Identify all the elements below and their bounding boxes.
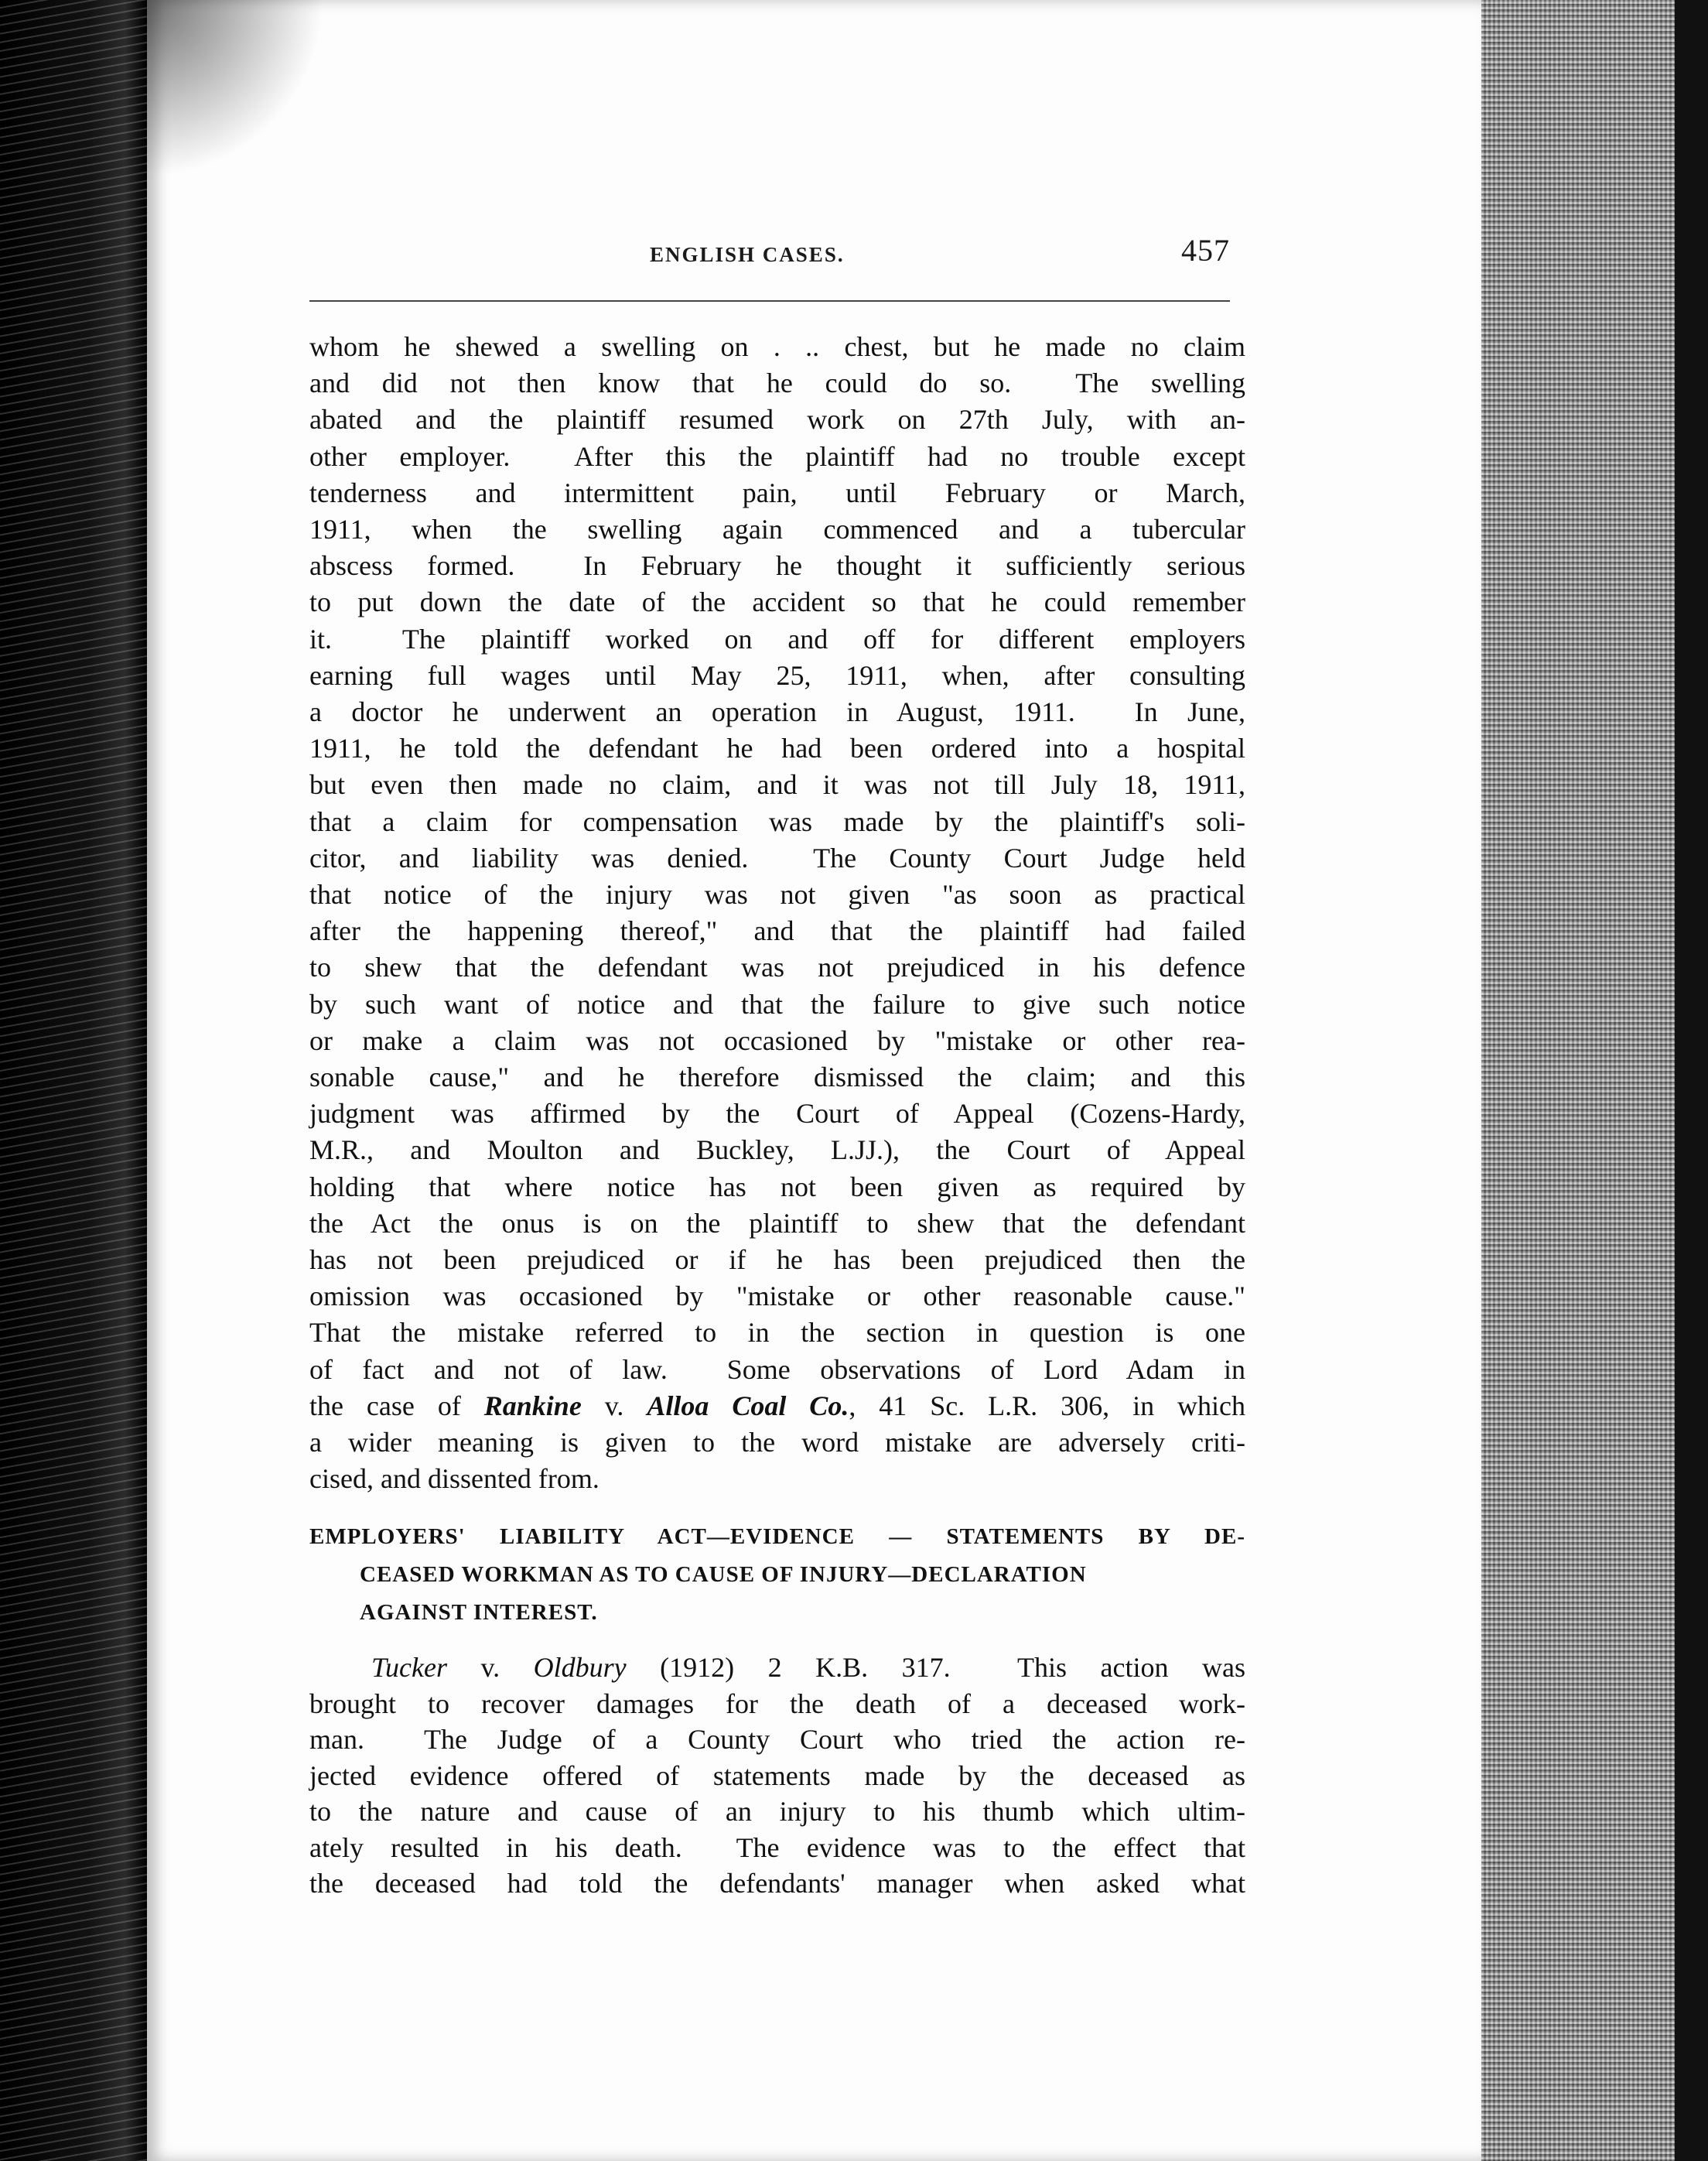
text-fragment: (1912) 2 K.B. 317. This action was xyxy=(626,1652,1245,1683)
running-title: ENGLISH CASES. xyxy=(650,243,845,266)
text-line: abscess formed. In February he thought it sufficiently serious xyxy=(309,550,1245,582)
heading-line: EMPLOYERS' LIABILITY ACT—EVIDENCE — STATEMENTS BY DE- xyxy=(309,1524,1245,1549)
text-line: ately resulted in his death. The evidence was to the effect that xyxy=(309,1831,1245,1863)
case-name: Oldbury xyxy=(533,1652,627,1683)
text-line: That the mistake referred to in the section in question is one xyxy=(309,1317,1245,1349)
text-line: by such want of notice and that the failure to give such notice xyxy=(309,988,1245,1020)
text-line: after the happening thereof," and that the plaintiff had failed xyxy=(309,915,1245,947)
case-name: Rankine xyxy=(483,1390,582,1421)
text-line: other employer. After this the plaintiff had no trouble except xyxy=(309,440,1245,472)
text-line: to the nature and cause of an injury to his thumb which ultim- xyxy=(309,1796,1245,1827)
scan-left-edge xyxy=(0,0,147,2161)
text-line: 1911, he told the defendant he had been ordered into a hospital xyxy=(309,733,1245,764)
paragraph-2 xyxy=(309,1650,1245,1902)
text-line: of fact and not of law. Some observations of Lord Adam in xyxy=(309,1353,1245,1385)
page-number: 457 xyxy=(1181,233,1230,268)
text-line: to shew that the defendant was not prejudiced in his defence xyxy=(309,952,1245,983)
text-line: sonable cause," and he therefore dismissed the claim; and this xyxy=(309,1062,1245,1093)
scan-corner-shadow xyxy=(147,0,325,178)
text-line: or make a claim was not occasioned by "mistake or other rea- xyxy=(309,1024,1245,1056)
text-fragment: v. xyxy=(581,1390,647,1421)
text-line: man. The Judge of a County Court who tried the action re- xyxy=(309,1724,1245,1755)
text-line: and did not then know that he could do so. The swelling xyxy=(309,368,1245,399)
text-line: brought to recover damages for the death of a deceased work- xyxy=(309,1687,1245,1719)
text-line: tenderness and intermittent pain, until February or March, xyxy=(309,477,1245,508)
text-line: whom he shewed a swelling on . .. chest, but he made no claim xyxy=(309,331,1245,362)
text-line: a wider meaning is given to the word mistake are adversely criti- xyxy=(309,1427,1245,1458)
text-line: has not been prejudiced or if he has been prejudiced then the xyxy=(309,1244,1245,1276)
text-line: but even then made no claim, and it was not till July 18, 1911, xyxy=(309,769,1245,801)
paragraph-1 xyxy=(309,329,1245,1498)
case-name: Alloa Coal Co. xyxy=(647,1390,849,1421)
text-fragment: the case of xyxy=(309,1390,484,1421)
text-line: holding that where notice has not been given as required by xyxy=(309,1171,1245,1202)
scan-right-edge xyxy=(1481,0,1708,2161)
text-line: citor, and liability was denied. The County Court Judge held xyxy=(309,842,1245,874)
text-fragment: , 41 Sc. L.R. 306, in which xyxy=(849,1390,1246,1421)
heading-line: AGAINST INTEREST. xyxy=(360,1600,598,1625)
text-line: that a claim for compensation was made by the plaintiff's soli- xyxy=(309,805,1245,837)
text-line: omission was occasioned by "mistake or other reasonable cause." xyxy=(309,1281,1245,1312)
text-line: a doctor he underwent an operation in August, 1911. In June, xyxy=(309,696,1245,728)
case-citation-line xyxy=(309,1650,1245,1686)
text-line: it. The plaintiff worked on and off for different employers xyxy=(309,623,1245,655)
text-line: the deceased had told the defendants' manager when asked what xyxy=(309,1868,1245,1899)
heading-line: CEASED WORKMAN AS TO CAUSE OF INJURY—DECLARATION xyxy=(360,1562,1087,1587)
text-line: jected evidence offered of statements made by the deceased as xyxy=(309,1759,1245,1791)
case-citation-line xyxy=(309,1388,1245,1424)
text-line: abated and the plaintiff resumed work on 27th July, with an- xyxy=(309,404,1245,436)
section-heading xyxy=(309,1518,1245,1632)
text-line: judgment was affirmed by the Court of Appeal (Cozens-Hardy, xyxy=(309,1098,1245,1130)
text-line: 1911, when the swelling again commenced and a tubercular xyxy=(309,514,1245,545)
text-line: cised, and dissented from. xyxy=(309,1463,600,1495)
text-line: that notice of the injury was not given "as soon as practical xyxy=(309,879,1245,911)
header-rule xyxy=(309,300,1230,302)
text-line: the Act the onus is on the plaintiff to shew that the defendant xyxy=(309,1207,1245,1239)
text-fragment: v. xyxy=(446,1652,534,1683)
case-name: Tucker xyxy=(371,1652,447,1683)
text-line: to put down the date of the accident so that he could remember xyxy=(309,586,1245,618)
text-line: M.R., and Moulton and Buckley, L.JJ.), the Court of Appeal xyxy=(309,1134,1245,1166)
running-head xyxy=(309,232,1230,272)
text-line: earning full wages until May 25, 1911, when, after consulting xyxy=(309,659,1245,691)
